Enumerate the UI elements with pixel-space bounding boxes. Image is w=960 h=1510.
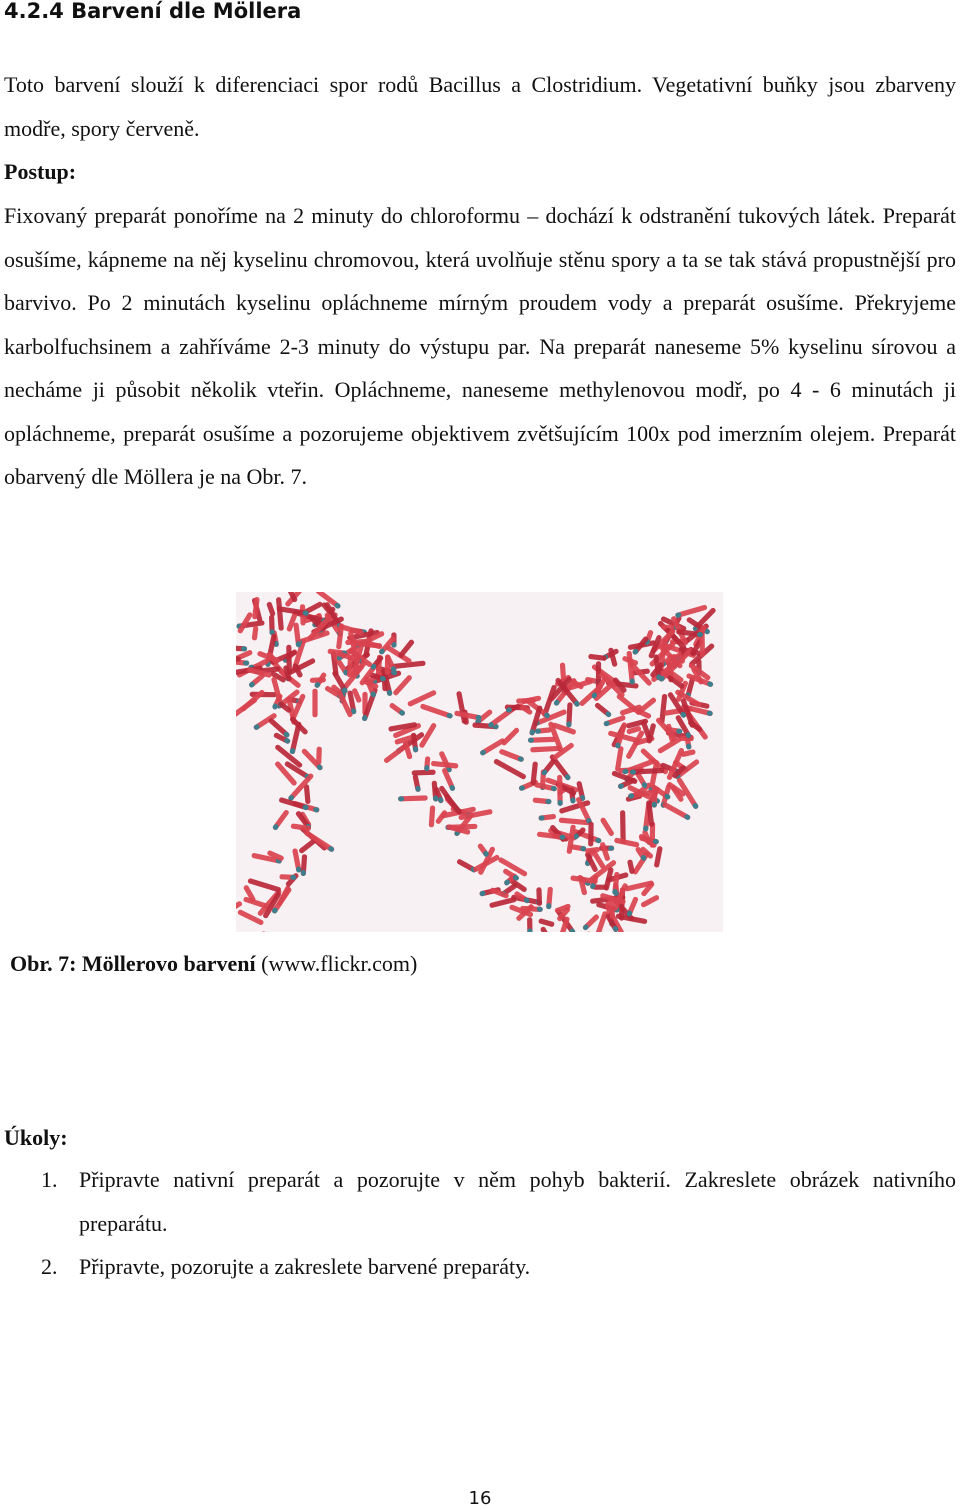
bacterial-rod — [626, 896, 639, 917]
micrograph-image — [236, 592, 723, 932]
task-text: Připravte nativní preparát a pozorujte v něm pohyb bakterií. Zakreslete obrázek nativního preparátu. — [79, 1167, 956, 1236]
bacterial-rod — [599, 841, 610, 861]
micrograph-svg — [236, 592, 723, 932]
figure-caption-source: (www.flickr.com) — [255, 951, 418, 976]
bacterial-rod — [538, 918, 555, 927]
bacterial-rod — [588, 822, 594, 847]
bacterial-rod — [552, 742, 575, 761]
intro-paragraph: Toto barvení slouží k diferenciaci spor rodů Bacillus a Clostridium. Vegetativní buňky jsou zbarveny modře, spory červeně. — [4, 72, 956, 141]
bacterial-rod — [389, 702, 406, 717]
bacterial-rod — [272, 809, 290, 831]
procedure-label: Postup: — [4, 159, 77, 184]
task-item — [0, 1245, 956, 1289]
task-number: 2. — [41, 1254, 58, 1279]
bacterial-rod — [557, 775, 563, 806]
bacterial-rod — [289, 721, 301, 754]
bacterial-rod — [585, 847, 600, 854]
bacterial-rod — [303, 830, 335, 853]
bacterial-rod — [499, 748, 525, 762]
figure-caption-label: Obr. 7: Möllerovo barvení — [10, 951, 256, 976]
task-text: Připravte, pozorujte a zakreslete barvené preparáty. — [79, 1254, 531, 1279]
bacterial-rod — [301, 854, 308, 876]
bacterial-rod — [412, 774, 421, 792]
bacterial-rod — [397, 639, 415, 659]
bacterial-rod — [541, 758, 557, 777]
bacterial-rod — [266, 601, 276, 617]
bacterial-rod — [477, 843, 490, 858]
bacterial-rod — [600, 817, 615, 837]
bacterial-rod — [236, 644, 247, 651]
bacterial-rod — [527, 917, 533, 932]
bacterial-rod — [385, 654, 391, 674]
bacterial-rod — [260, 930, 275, 932]
bacterial-rod — [594, 702, 612, 718]
tasks-heading: Úkoly: — [4, 1125, 68, 1150]
bacterial-rod — [536, 887, 542, 906]
bacterial-rod — [312, 689, 317, 718]
bacterial-rod — [276, 597, 284, 631]
bacterial-rod — [530, 746, 561, 753]
figure-caption — [10, 942, 417, 986]
bacterial-rod — [243, 896, 269, 909]
bacterial-rod — [535, 727, 552, 734]
bacterial-rod — [532, 797, 551, 804]
bacterial-rod — [538, 814, 556, 821]
bacterial-rod — [247, 878, 281, 893]
task-number: 1. — [41, 1167, 58, 1192]
bacterial-rod — [566, 702, 573, 727]
bacterial-rod — [269, 615, 275, 635]
bacterial-rod — [661, 801, 691, 821]
bacterial-rod — [588, 654, 607, 661]
bacterial-rod — [420, 703, 454, 719]
bacterial-rod — [383, 745, 406, 764]
bacterial-rod — [500, 727, 520, 747]
bacterial-rod — [540, 926, 552, 932]
bacterial-rod — [347, 656, 353, 678]
bacterial-rod — [614, 837, 640, 847]
bacterial-rod — [654, 846, 663, 868]
bacterial-rod — [424, 756, 430, 771]
bacterial-rod — [546, 887, 553, 910]
bacterial-rod — [304, 784, 311, 804]
bacterial-rod — [429, 805, 436, 827]
bacterial-rod — [627, 859, 635, 874]
bacterial-rod — [252, 626, 259, 641]
bacterial-rod — [675, 604, 708, 618]
bacterial-rod — [392, 674, 413, 696]
bacterial-rod — [293, 622, 301, 647]
task-item — [0, 1158, 956, 1245]
bacterial-rod — [432, 781, 439, 802]
page-number: 16 — [468, 1488, 492, 1509]
bacterial-rod — [398, 795, 428, 801]
bacterial-rod — [279, 874, 296, 880]
bacterial-rod — [640, 894, 660, 908]
bacterial-rod — [528, 737, 556, 743]
section-heading: 4.2.4 Barvení dle Möllera — [4, 0, 302, 23]
procedure-paragraph: Fixovaný preparát ponoříme na 2 minuty do chloroformu – dochází k odstranění tukových látek. Preparát osušíme, kápneme na něj kyselinu chromovou, která uvolňuje stěnu spory a ta se tak stává propustnější pro barvivo. Po 2 minutách kyselinu opláchneme mírným proudem vody a preparát osušíme. Překryjeme karbolfuchsinem a zahříváme 2-3 minuty do výstupu par. Na preparát naneseme 5% kyselinu sírovou a necháme ji působit několik vteřin. Opláchneme, naneseme methylenovou modř, po 4 - 6 minutách ji opláchneme, preparát osušíme a pozorujeme objektivem zvětšujícím 100x pod imerzním olejem. Preparát obarvený dle Möllera je na Obr. 7. — [4, 203, 956, 489]
